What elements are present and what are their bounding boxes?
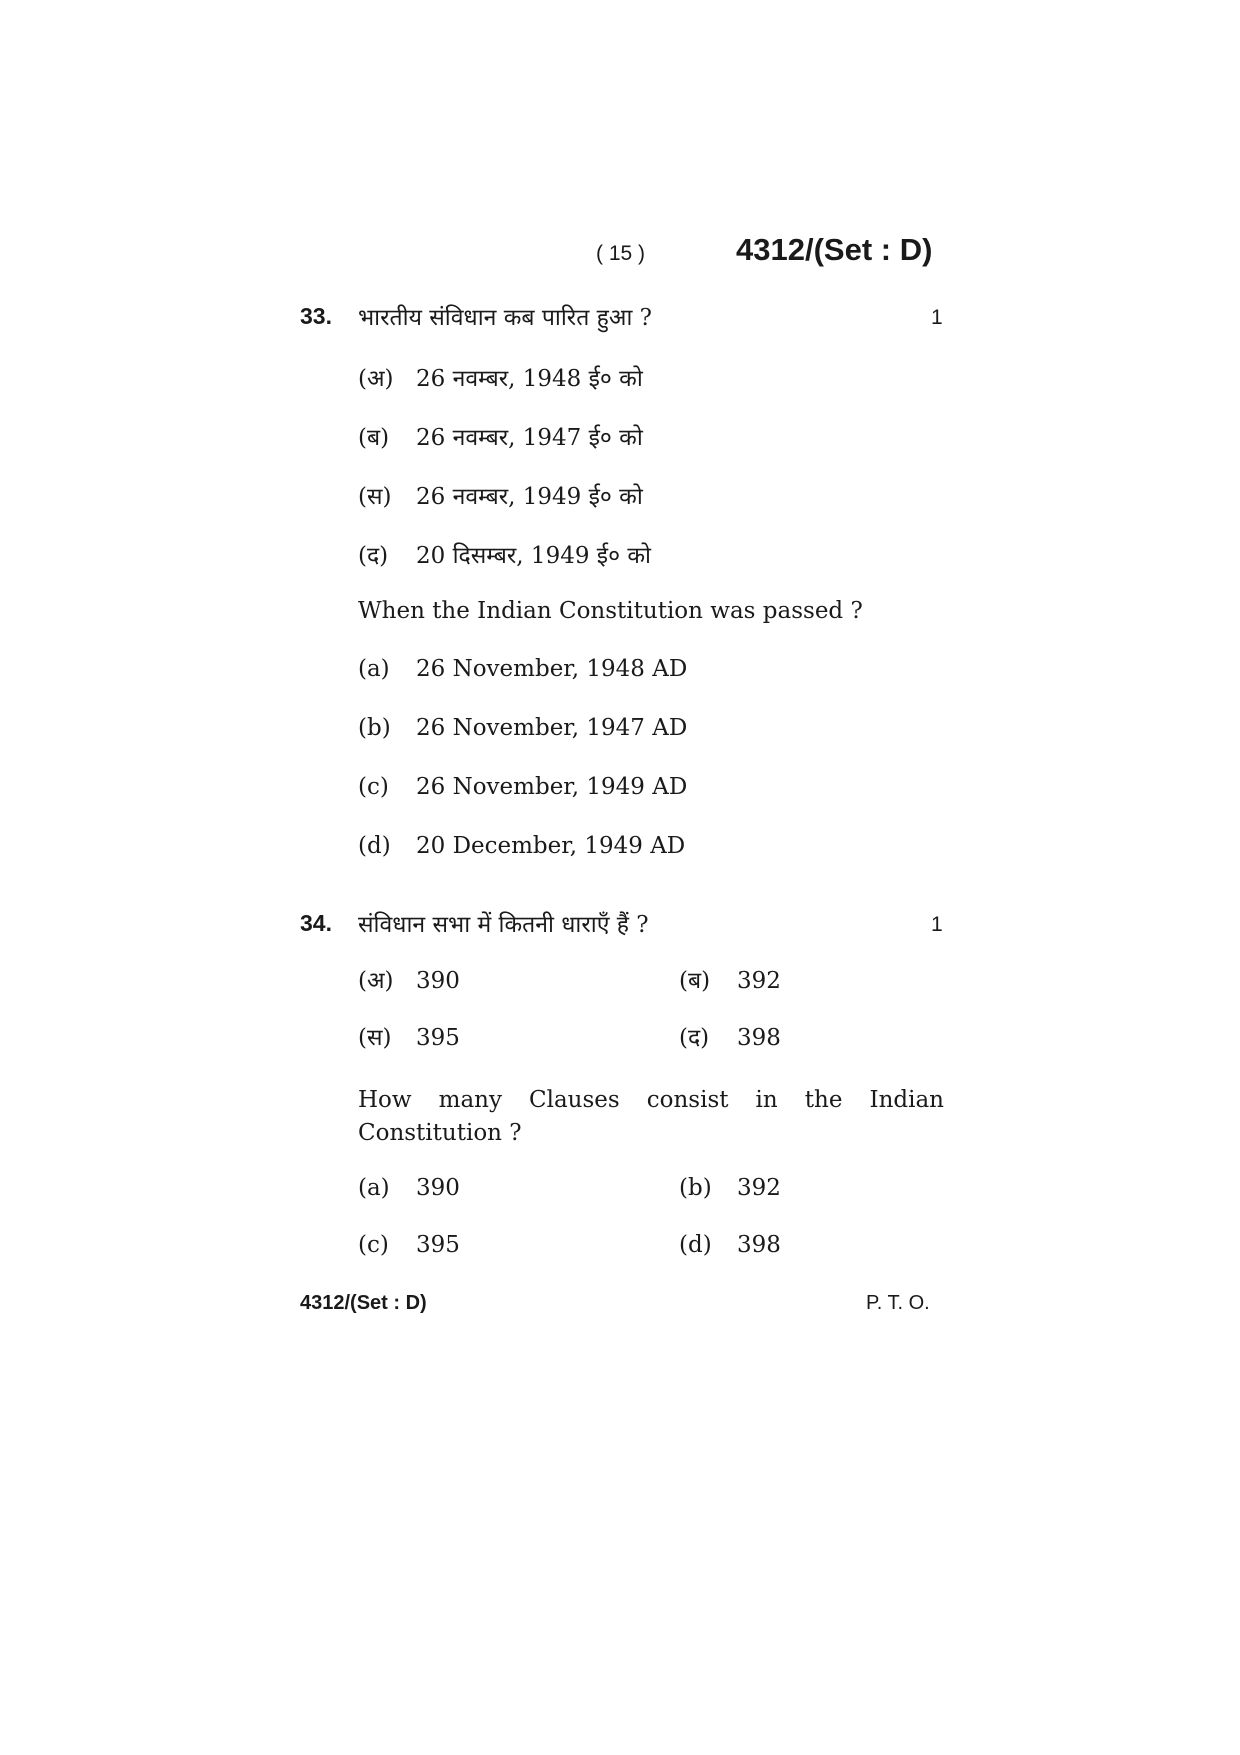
question-33-marks: 1 xyxy=(931,306,943,329)
page-number: ( 15 ) xyxy=(596,242,646,265)
q34-hindi-option-4 xyxy=(679,1020,781,1052)
paper-code-header: 4312/(Set : D) xyxy=(736,232,933,267)
option-label: (c) xyxy=(358,774,389,800)
option-label: (ब) xyxy=(679,968,711,994)
q34-english-option-b xyxy=(679,1175,781,1201)
option-text: 392 xyxy=(737,968,781,994)
option-label: (द) xyxy=(679,1025,710,1051)
option-label: (स) xyxy=(358,484,392,510)
option-text: 398 xyxy=(737,1232,781,1258)
option-label: (b) xyxy=(679,1175,712,1201)
option-label: (स) xyxy=(358,1025,392,1051)
option-text: 20 दिसम्बर, 1949 ई० को xyxy=(416,543,651,569)
q34-english-option-c xyxy=(358,1232,460,1258)
option-text: 26 November, 1949 AD xyxy=(416,774,688,800)
option-label: (अ) xyxy=(358,968,394,994)
option-text: 398 xyxy=(737,1025,781,1051)
question-34-english-text-line2: Constitution ? xyxy=(358,1120,522,1146)
q33-hindi-option-2 xyxy=(358,420,643,452)
option-label: (d) xyxy=(358,833,391,859)
option-text: 26 नवम्बर, 1947 ई० को xyxy=(416,425,643,451)
paper-code-footer: 4312/(Set : D) xyxy=(300,1292,427,1314)
question-33-number: 33. xyxy=(300,303,332,329)
option-text: 26 November, 1947 AD xyxy=(416,715,688,741)
option-label: (c) xyxy=(358,1232,389,1258)
option-text: 26 November, 1948 AD xyxy=(416,656,688,682)
option-label: (ब) xyxy=(358,425,390,451)
option-text: 26 नवम्बर, 1949 ई० को xyxy=(416,484,643,510)
q33-english-option-a xyxy=(358,656,687,682)
option-label: (अ) xyxy=(358,366,394,392)
q33-hindi-option-1 xyxy=(358,361,643,393)
option-label: (द) xyxy=(358,543,389,569)
option-text: 20 December, 1949 AD xyxy=(416,833,686,859)
q33-english-option-b xyxy=(358,715,687,741)
option-text: 390 xyxy=(416,1175,460,1201)
q33-english-option-d xyxy=(358,833,685,859)
option-text: 26 नवम्बर, 1948 ई० को xyxy=(416,366,643,392)
q34-hindi-option-3 xyxy=(358,1020,460,1052)
question-34-english-text-line1: How many Clauses consist in the Indian xyxy=(358,1087,944,1113)
option-label: (b) xyxy=(358,715,391,741)
question-33-hindi-text: भारतीय संविधान कब पारित हुआ ? xyxy=(358,305,652,331)
q34-english-option-d xyxy=(679,1232,781,1258)
question-34-number: 34. xyxy=(300,910,332,936)
pto-label: P. T. O. xyxy=(866,1292,930,1314)
option-text: 392 xyxy=(737,1175,781,1201)
q34-hindi-option-1 xyxy=(358,963,460,995)
option-text: 390 xyxy=(416,968,460,994)
question-33-english-text: When the Indian Constitution was passed ? xyxy=(358,598,863,624)
option-label: (a) xyxy=(358,1175,390,1201)
option-label: (d) xyxy=(679,1232,712,1258)
q34-english-option-a xyxy=(358,1175,460,1201)
question-34-marks: 1 xyxy=(931,913,943,936)
q33-english-option-c xyxy=(358,774,687,800)
q33-hindi-option-4 xyxy=(358,538,651,570)
q34-hindi-option-2 xyxy=(679,963,781,995)
option-label: (a) xyxy=(358,656,390,682)
option-text: 395 xyxy=(416,1232,460,1258)
q33-hindi-option-3 xyxy=(358,479,643,511)
question-34-hindi-text: संविधान सभा में कितनी धाराएँ हैं ? xyxy=(358,912,649,938)
option-text: 395 xyxy=(416,1025,460,1051)
